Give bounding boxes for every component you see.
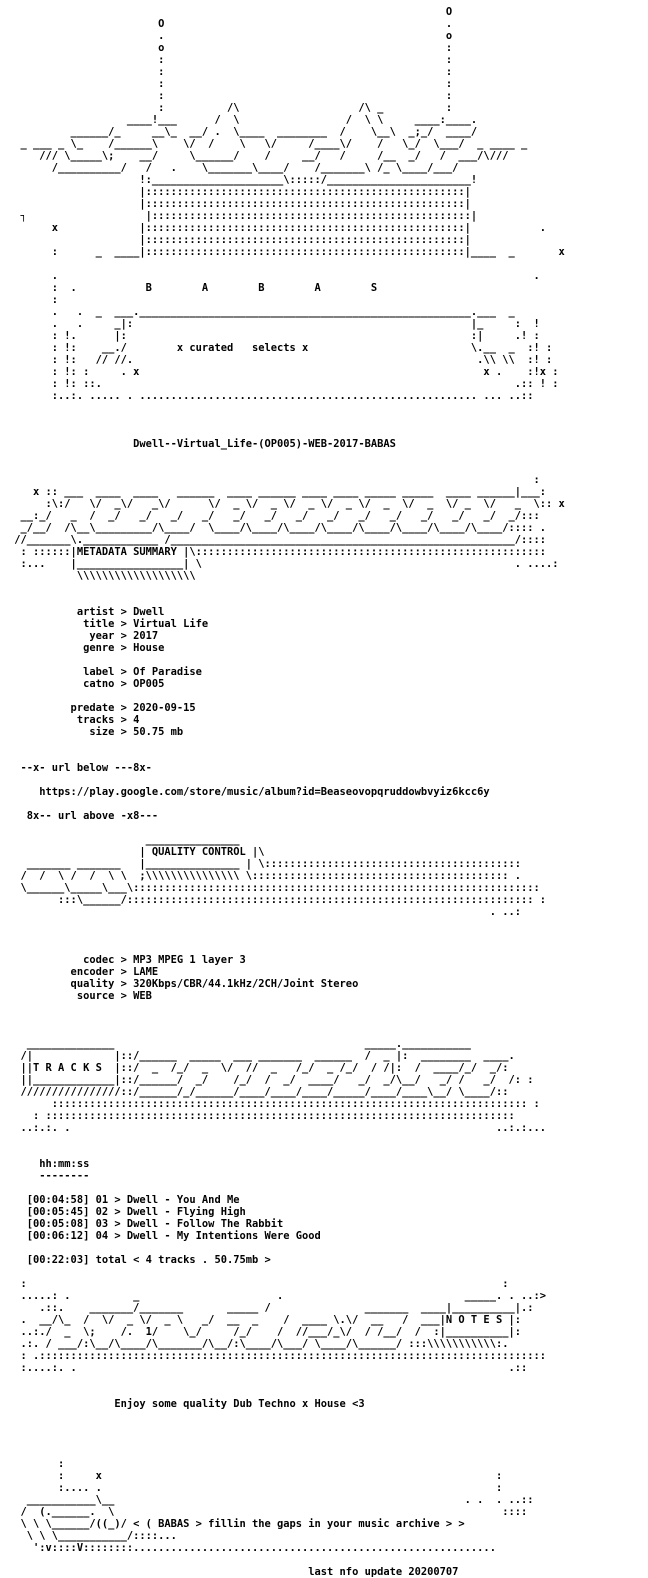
nfo-line: : : xyxy=(8,1278,509,1290)
nfo-line: 8x-- url above -x8--- xyxy=(8,810,159,822)
nfo-text-block xyxy=(8,6,565,1578)
nfo-line: [00:06:12] 04 > Dwell - My Intentions Were Good xyxy=(8,1230,321,1242)
nfo-line: |:::::::::::::::::::::::::::::::::::::::::::::::::::| xyxy=(8,198,471,210)
nfo-line: .....: . _ . _____. . ..:> xyxy=(8,1290,546,1302)
nfo-line: codec > MP3 MPEG 1 layer 3 xyxy=(8,954,246,966)
nfo-line: ':v::::V::::::::.......................................................... xyxy=(8,1542,496,1554)
nfo-line: : : xyxy=(8,66,453,78)
nfo-line: Enjoy some quality Dub Techno x House <3 xyxy=(8,1398,365,1410)
nfo-line: tracks > 4 xyxy=(8,714,140,726)
nfo-line: : /\ /\ _ : xyxy=(8,102,453,114)
nfo-line: : xyxy=(8,474,540,486)
nfo-line: |:::::::::::::::::::::::::::::::::::::::::::::::::::| xyxy=(8,186,471,198)
nfo-line: :::\______/::::::::::::::::::::::::::::::::::::::::::::::::::::::::::::::::: : xyxy=(8,894,546,906)
nfo-line: [00:04:58] 01 > Dwell - You And Me xyxy=(8,1194,240,1206)
nfo-line: / / \ / / \ \ ;\\\\\\\\\\\\\\\ \::::::::::::::::::::::::::::::::::::::::: . xyxy=(8,870,521,882)
nfo-line: label > Of Paradise xyxy=(8,666,202,678)
nfo-line: /| |::/______ _____ ___ _______ ______ / _ |: ________ ____. xyxy=(8,1050,515,1062)
nfo-line: / (.______. \ :::: xyxy=(8,1506,528,1518)
nfo-line: : !: ::. .:: ! : xyxy=(8,378,559,390)
nfo-line: ..:.:. . ..:.:... xyxy=(8,1122,546,1134)
nfo-line: ////////////////::/______/_/______/____/____/____/_____/____/____\__/ \____/:: xyxy=(8,1086,509,1098)
nfo-line: : _ ____|:::::::::::::::::::::::::::::::::::::::::::::::::::|____ _ x xyxy=(8,246,565,258)
nfo-line: hh:mm:ss xyxy=(8,1158,90,1170)
nfo-line: [00:05:08] 03 > Dwell - Follow The Rabbit xyxy=(8,1218,284,1230)
nfo-line: :.... . : xyxy=(8,1482,503,1494)
nfo-line: :::::::::::::::::::::::::::::::::::::::::::::::::::::::::::::::::::::::::::: : xyxy=(8,1098,540,1110)
nfo-line: ___________\__ . . . ..:: xyxy=(8,1494,534,1506)
nfo-line: title > Virtual Life xyxy=(8,618,209,630)
nfo-line: \ \ \______/((_)/ < ( BABAS > fillin the gaps in your music archive > > xyxy=(8,1518,465,1530)
nfo-line: : xyxy=(8,294,59,306)
nfo-line: : !: // //. .\\ \\ :! : xyxy=(8,354,553,366)
nfo-line: | QUALITY CONTROL |\ xyxy=(8,846,265,858)
nfo-line: : ::::::|METADATA SUMMARY |\:::::::::::::::::::::::::::::::::::::::::::::::::::::::: xyxy=(8,546,546,558)
nfo-line: :\:/ \/ _\/ _\/ \/ _ \/ _ \/ _ \/ _ \/ _ \/ _ \/ _ \/ _ \:: x xyxy=(8,498,565,510)
nfo-line: ..:./ _ \; /. 1/ \_/ /_/ / //___/_\/ / /__/ / :|__________|: xyxy=(8,1326,521,1338)
nfo-line: : . B A B A S xyxy=(8,282,378,294)
nfo-line: !:_____________________\:::::/_______________________! xyxy=(8,174,478,186)
nfo-line: predate > 2020-09-15 xyxy=(8,702,196,714)
nfo-line: year > 2017 xyxy=(8,630,159,642)
nfo-line: : !: __./ x curated selects x \.__ _ :! : xyxy=(8,342,553,354)
nfo-line: \ \ \___________/::::... xyxy=(8,1530,177,1542)
nfo-line: x :: ___ ____ ____ ______ ____ ______ ____ ____ _____ _____ ____ ______|___: xyxy=(8,486,546,498)
nfo-line: \______\_____\___\::::::::::::::::::::::::::::::::::::::::::::::::::::::::::::::::: xyxy=(8,882,540,894)
nfo-line: : : xyxy=(8,90,453,102)
nfo-line: : .::::::::::::::::::::::::::::::::::::::::::::::::::::::::::::::::::::::::::::::::: xyxy=(8,1350,546,1362)
nfo-line: :..:. ..... . ...................................................... ... ..:: xyxy=(8,390,534,402)
nfo-line: _______________ xyxy=(8,834,240,846)
nfo-line: --x- url below ---8x- xyxy=(8,762,152,774)
nfo-line: ||_____________|::/______/ _/ /_/ / _/ ____/ _/ _/\__/ _/ / _/ /: : xyxy=(8,1074,534,1086)
nfo-line: ||T R A C K S |::/ _ /_/ _ \/ // _ /_/ _ /_/ / /|: / ____/_/ _/: xyxy=(8,1062,509,1074)
nfo-line: -------- xyxy=(8,1170,90,1182)
nfo-line: Dwell--Virtual_Life-(OP005)-WEB-2017-BABAS xyxy=(8,438,396,450)
nfo-line: ┐ |:::::::::::::::::::::::::::::::::::::::::::::::::::| xyxy=(8,210,478,222)
nfo-line: artist > Dwell xyxy=(8,606,165,618)
nfo-line: :....:. . .:: xyxy=(8,1362,528,1374)
nfo-line: . . _ ___._____________________________________________________.___ _ xyxy=(8,306,515,318)
nfo-line: .:. / ___/:\__/\____/\_______/\__/:\____/\___/ \____/\______/ :::\\\\\\\\\\\:. xyxy=(8,1338,509,1350)
nfo-line: o : xyxy=(8,42,453,54)
nfo-line: quality > 320Kbps/CBR/44.1kHz/2CH/Joint Stereo xyxy=(8,978,359,990)
nfo-line: : : xyxy=(8,78,453,90)
nfo-line: last nfo update 20200707 xyxy=(8,1566,459,1578)
nfo-line: : x : xyxy=(8,1470,503,1482)
nfo-line: : xyxy=(8,1458,65,1470)
nfo-line: .::. _______/_______ _____ / _______ ____|__________|.: xyxy=(8,1302,534,1314)
nfo-line: ______________ _____.___________ xyxy=(8,1038,471,1050)
nfo-line: genre > House xyxy=(8,642,165,654)
nfo-line: x |:::::::::::::::::::::::::::::::::::::::::::::::::::| . xyxy=(8,222,546,234)
nfo-line: . . xyxy=(8,270,540,282)
nfo-line: encoder > LAME xyxy=(8,966,159,978)
nfo-line: . o xyxy=(8,30,453,42)
nfo-line: : ::::::::::::::::::::::::::::::::::::::::::::::::::::::::::::::::::::::::::: xyxy=(8,1110,515,1122)
nfo-line: _______ _______ |_______________ | \::::::::::::::::::::::::::::::::::::::::: xyxy=(8,858,521,870)
nfo-line: [00:05:45] 02 > Dwell - Flying High xyxy=(8,1206,246,1218)
nfo-line: O xyxy=(8,6,453,18)
nfo-line: . __/\_ / \/ _ \/ _ \ _/ __ _ / ____ \.\/ __ / ___|N O T E S |: xyxy=(8,1314,521,1326)
nfo-line: :... |_________________| \ . ....: xyxy=(8,558,559,570)
nfo-line: : : xyxy=(8,54,453,66)
nfo-line: . ..: xyxy=(8,906,521,918)
nfo-line: size > 50.75 mb xyxy=(8,726,184,738)
nfo-line: : !: : . x x . :!x : xyxy=(8,366,559,378)
nfo-line: https://play.google.com/store/music/album?id=Beaseovopqruddowbvyiz6kcc6y xyxy=(8,786,490,798)
nfo-line: ______/_ __\_ __/ . \____ ________ / \__\ _;_/ ____/ xyxy=(8,126,478,138)
nfo-line: _/__/ /\__\_________/\____/ \____/\____/\____/\____/\____/\____/\____/\____/:::: . xyxy=(8,522,546,534)
nfo-line: . . _|: |_ : ! xyxy=(8,318,540,330)
nfo-line: : !. |: :| .! : xyxy=(8,330,540,342)
nfo-line: //_______\.____________ /_______________________________________________________/:::: xyxy=(8,534,546,546)
nfo-line: /// \_____\; __/ \______/ / __/ / /__ _/ / ___/\/// xyxy=(8,150,509,162)
nfo-line: \\\\\\\\\\\\\\\\\\\ xyxy=(8,570,196,582)
nfo-line: |:::::::::::::::::::::::::::::::::::::::::::::::::::| xyxy=(8,234,471,246)
nfo-line: source > WEB xyxy=(8,990,152,1002)
nfo-line: __:_/ _ / _/ _/ _/ _/ _/ _/ _/ _/ _/ _/ _/ _/ _/ _/::: xyxy=(8,510,540,522)
nfo-line: O . xyxy=(8,18,453,30)
nfo-line: /__________/ / . \_______\____/ /_______\ /_ \____/___/ xyxy=(8,162,459,174)
nfo-line: _ ___ _ \_ /______\ \/ / \ \/ /____\/ / \_/ \___/ _ ____ _ xyxy=(8,138,528,150)
nfo-line: catno > OP005 xyxy=(8,678,165,690)
nfo-line: ____!___ / \ / \ \ ____:____. xyxy=(8,114,478,126)
nfo-line: [00:22:03] total < 4 tracks . 50.75mb > xyxy=(8,1254,271,1266)
